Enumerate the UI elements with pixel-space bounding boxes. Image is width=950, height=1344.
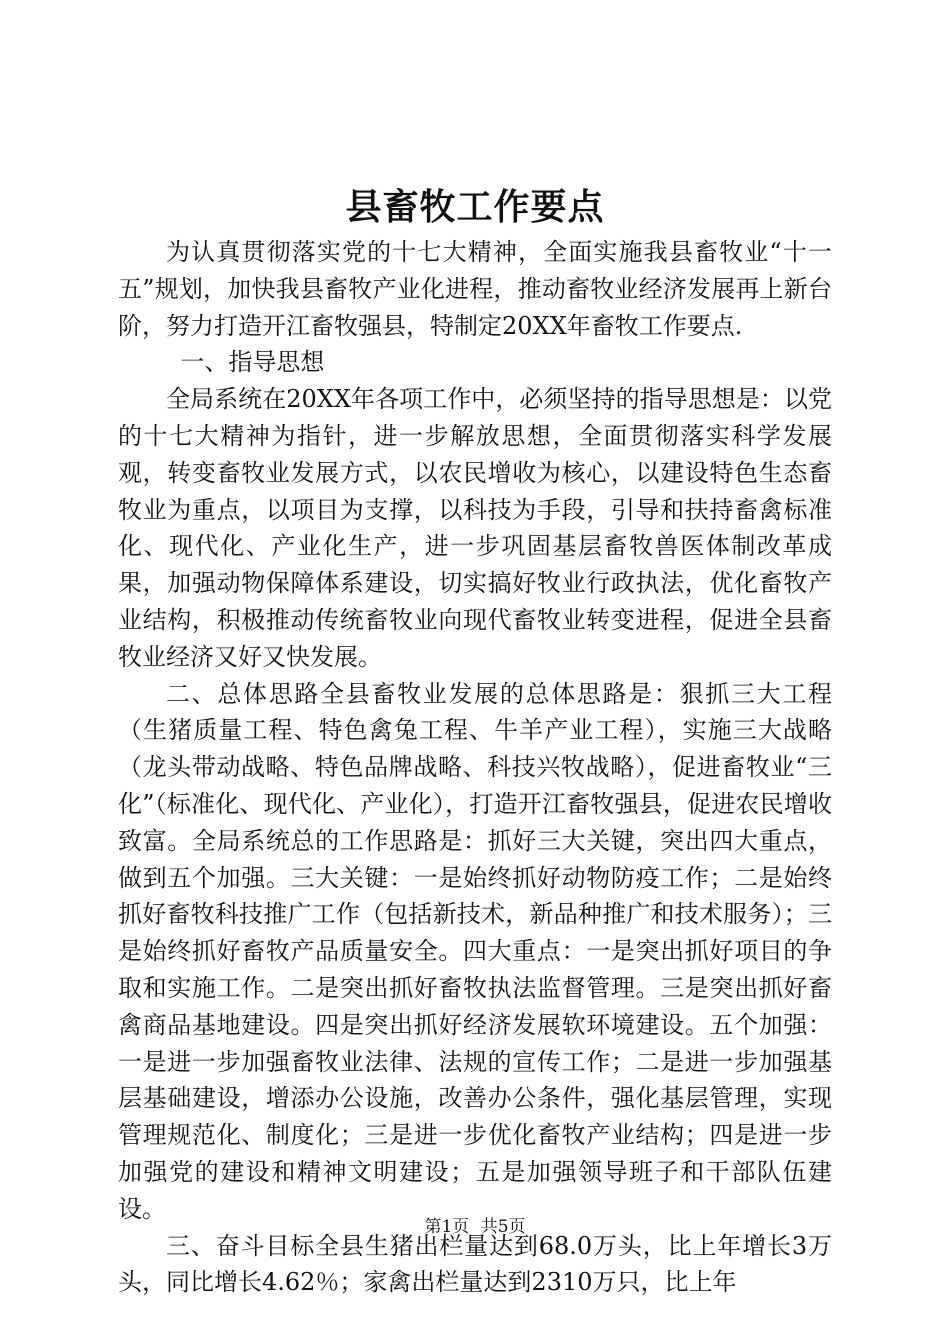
page-footer xyxy=(0,1216,950,1238)
intro-paragraph: 为认真贯彻落实党的十七大精神，全面实施我县畜牧业“十一五”规划，加快我县畜牧产业化进程，推动畜牧业经济发展再上新台阶，努力打造开江畜牧强县，特制定20XX年畜牧工作要点. xyxy=(118,238,832,340)
page-number: 第1页 xyxy=(424,1217,470,1237)
document-body xyxy=(118,234,832,1301)
page-total: 共5页 xyxy=(480,1217,526,1237)
document-title: 县畜牧工作要点 xyxy=(345,186,605,228)
goals-paragraph: 三、奋斗目标全县生猪出栏量达到68.0万头，比上年增长3万头，同比增长4.62％；家禽出栏量达到2310万只，比上年 xyxy=(118,1231,832,1297)
overall-approach-paragraph: 二、总体思路全县畜牧业发展的总体思路是：狠抓三大工程（生猪质量工程、特色禽兔工程、牛羊产业工程），实施三大战略（龙头带动战略、特色品牌战略、科技兴牧战略），促进畜牧业“三化”（标准化、现代化、产业化），打造开江畜牧强县，促进农民增收致富。全局系统总的工作思路是：抓好三大关键，突出四大重点，做到五个加强。三大关键：一是始终抓好动物防疫工作；二是始终抓好畜牧科技推广工作（包括新技术，新品种推广和技术服务）；三是始终抓好畜牧产品质量安全。四大重点：一是突出抓好项目的争取和实施工作。二是突出抓好畜牧执法监督管理。三是突出抓好畜禽商品基地建设。四是突出抓好经济发展软环境建设。五个加强：一是进一步加强畜牧业法律、法规的宣传工作；二是进一步加强基层基础建设，增添办公设施，改善办公条件，强化基层管理，实现管理规范化、制度化；三是进一步优化畜牧产业结构；四是进一步加强党的建设和精神文明建设；五是加强领导班子和干部队伍建设。 xyxy=(118,679,832,1223)
guiding-ideology-paragraph: 全局系统在20XX年各项工作中，必须坚持的指导思想是：以党的十七大精神为指针，进一步解放思想，全面贯彻落实科学发展观，转变畜牧业发展方式，以农民增收为核心，以建设特色生态畜牧业为重点，以项目为支撑，以科技为手段，引导和扶持畜禽标准化、现代化、产业化生产，进一步巩固基层畜牧兽医体制改革成果，加强动物保障体系建设，切实搞好牧业行政执法，优化畜牧产业结构，积极推动传统畜牧业向现代畜牧业转变进程，促进全县畜牧业经济又好又快发展。 xyxy=(118,385,832,671)
section-heading-guiding-ideology: 一、指导思想 xyxy=(180,348,325,377)
